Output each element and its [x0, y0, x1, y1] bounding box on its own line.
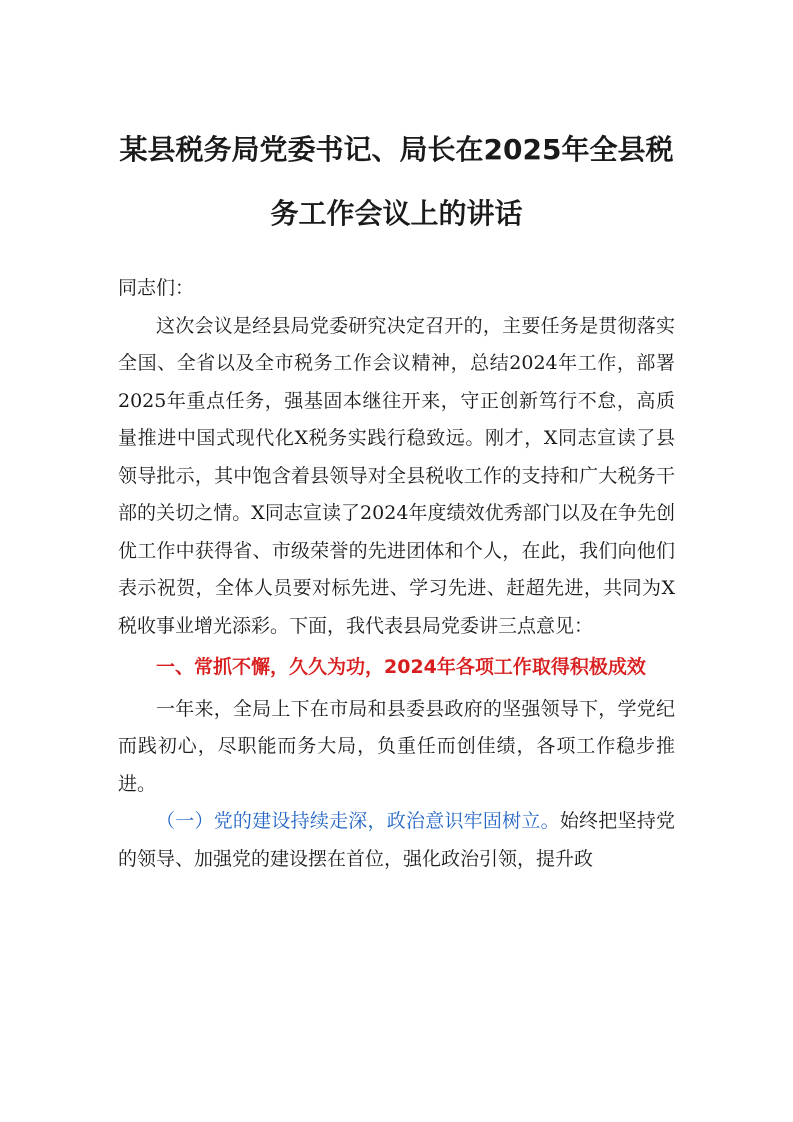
greeting: 同志们： — [118, 277, 195, 299]
title-line-1: 某县税务局党委书记、局长在2025年全县税 — [119, 133, 674, 166]
paragraph-subsection1 — [118, 803, 675, 878]
subsection-heading-1: （一）党的建设持续走深，政治意识牢固树立。 — [156, 810, 560, 832]
paragraph-section1: 一年来，全局上下在市局和县委县政府的坚强领导下，学党纪而践初心，尽职能而务大局，负重任而创佳绩，各项工作稳步推进。 — [118, 697, 675, 795]
title-line-2: 务工作会议上的讲话 — [270, 197, 523, 230]
document-title — [118, 0, 675, 246]
section-heading-1: 一、常抓不懈，久久为功，2024年各项工作取得积极成效 — [156, 656, 646, 678]
subsection-text: 始终把坚持党的领导、加强党的建设摆在首位，强化政治引领，提升政 — [118, 810, 675, 870]
paragraph-intro: 这次会议是经县局党委研究决定召开的，主要任务是贯彻落实全国、全省以及全市税务工作会议精神，总结2024年工作，部署2025年重点任务，强基固本继往开来，守正创新笃行不怠，高质量推进中国式现代化X税务实践行稳致远。刚才，X同志宣读了县领导批示，其中饱含着县领导对全县税收工作的支持和广大税务干部的关切之情。X同志宣读了2024年度绩效优秀部门以及在争先创优工作中获得省、市级荣誉的先进团体和个人，在此，我们向他们表示祝贺，全体人员要对标先进、学习先进、赶超先进，共同为X税收事业增光添彩。下面，我代表县局党委讲三点意见： — [118, 314, 675, 637]
